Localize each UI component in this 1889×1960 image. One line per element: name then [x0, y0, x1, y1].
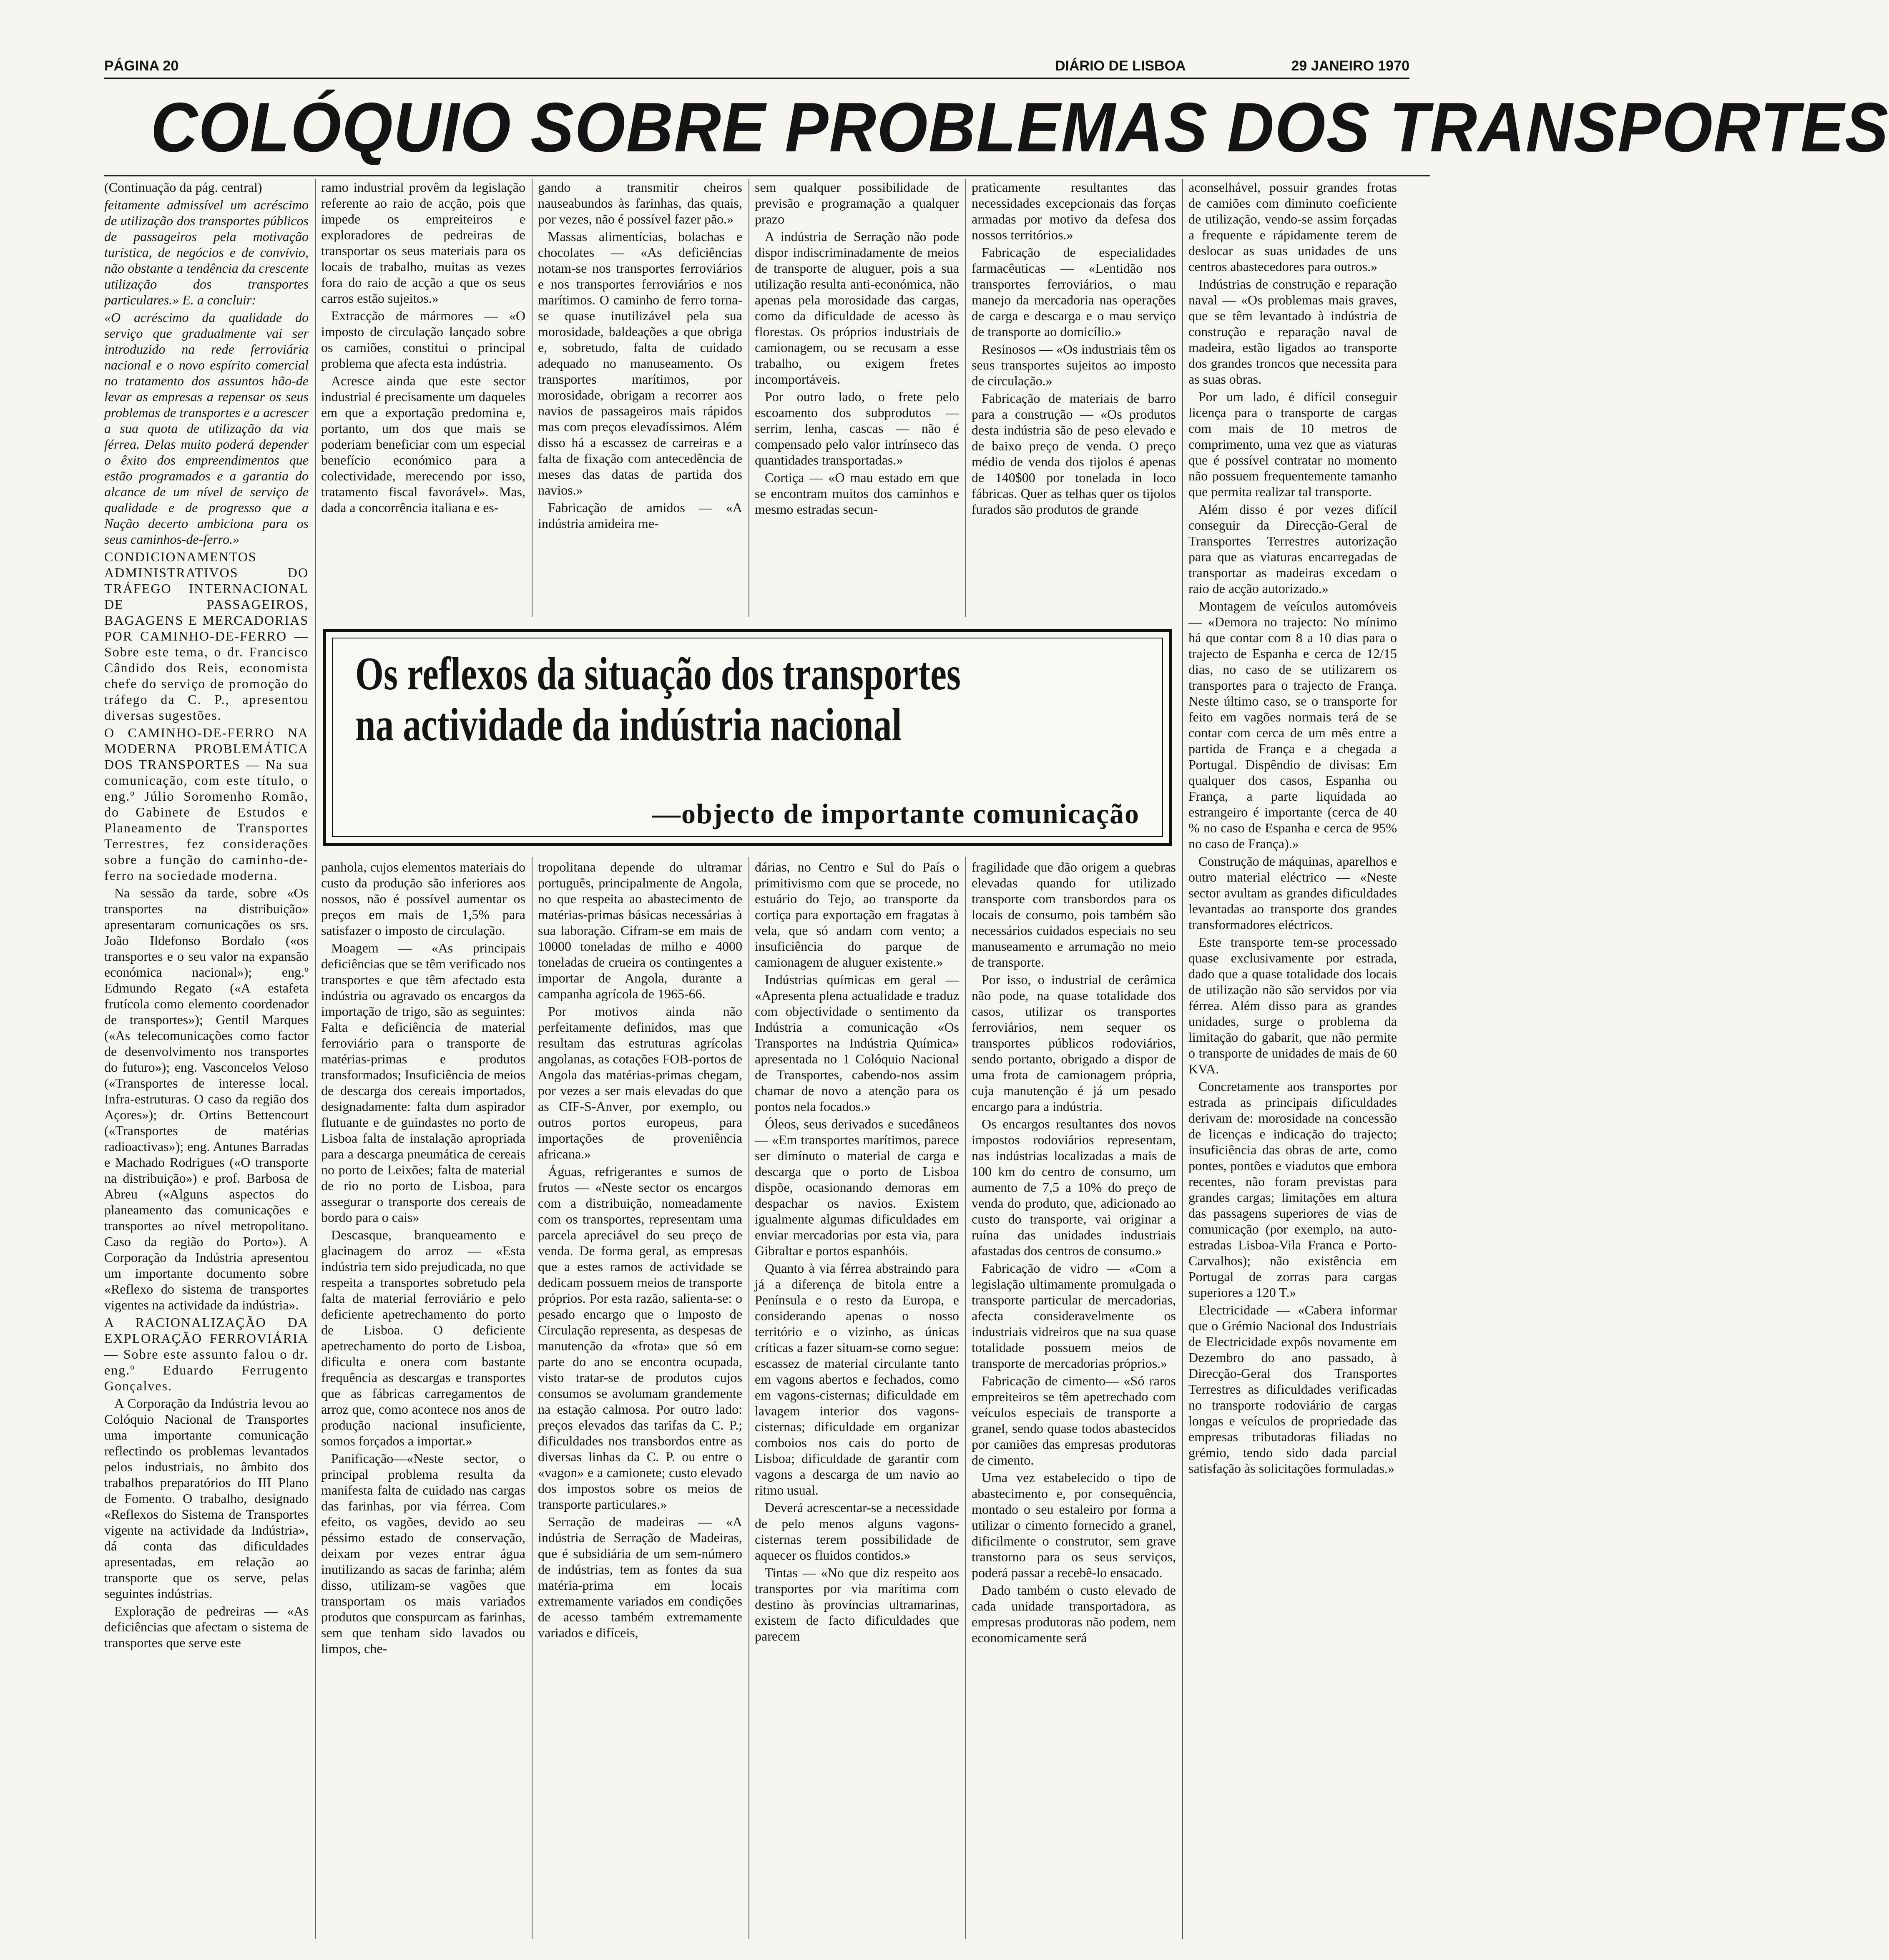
- column-divider: [315, 179, 316, 1939]
- article-paragraph: Fabricação de vidro — «Com a legislação ultimamente promulgada o transporte particular de mercadorias, afecta consideravelmente os industriais vidreiros que na sua quase totalidade possuem meios de transporte de mercadorias próprios.»: [972, 1261, 1176, 1371]
- article-paragraph: Panificação—«Neste sector, o principal problema resulta da manifesta falta de cuidado nas cargas das farinhas, por via férrea. Com efeito, os vagões, devido ao seu péssimo estado de conservação, deixam por vezes entrar água inutilizando as sacas de farinha; além disso, utilizam-se vagões que transportam os mais variados produtos que conspurcam as farinhas, sem que tenham sido lavados ou limpos, che-: [321, 1451, 525, 1656]
- article-paragraph: Montagem de veículos automóveis — «Demora no trajecto: No mínimo há que contar com 8 a 10 dias para o trajecto de Espanha e cerca de 12/15 dias, no caso de se utilizarem os transportes para o trajecto de França. Neste último caso, se o transporte for feito em vagões normais terá de se contar com cerca de um mês entre a partida de França e a chegada a Portugal. Dispêndio de divisas: Em qualquer dos casos, Espanha ou França, a parte liquidada ao estrangeiro é importante (cerca de 40 % no caso de Espanha e cerca de 95% no caso de França).»: [1188, 598, 1397, 851]
- feature-headline-line2: na actividade da indústria nacional: [355, 699, 902, 751]
- article-paragraph: Fabricação de cimento— «Só raros empreiteiros se têm apetrechado com veículos especiais de transporte a granel, sendo quase todos abastecidos por camiões das empresas produtoras de cimento.: [972, 1373, 1176, 1467]
- article-paragraph: Fabricação de especialidades farmacêuticas — «Lentidão nos transportes ferroviários, o mau manejo da mercadoria nas operações de carga e descarga e o mau serviço de transporte ao domicílio.»: [972, 245, 1176, 339]
- column-6: [1188, 179, 1397, 1939]
- article-paragraph: Resinosos — «Os industriais têm os seus transportes sujeitos ao imposto de circulação.»: [972, 342, 1176, 388]
- article-paragraph: Electricidade — «Cabera informar que o Grémio Nacional dos Industriais de Electricidade expôs novamente em Dezembro do ano passado, à Direcção-Geral dos Transportes Terrestres as dificuldades verificadas no transporte rodoviário de cargas longas e veículos de propriedade das empresas tributadoras filiadas no grémio, tendo sido dada parcial satisfação às solicitações formuladas.»: [1188, 1302, 1397, 1476]
- article-paragraph: sem qualquer possibilidade de previsão e programação a qualquer prazo: [755, 180, 959, 226]
- feature-headline: [355, 648, 961, 750]
- article-paragraph: Massas alimentícias, bolachas e chocolates — «As deficiências notam-se nos transportes ferroviários e nos transportes ferroviários e nos marítimos. O caminho de ferro torna-se quase inutilizável pela sua morosidade, baldeações a que obriga e, sobretudo, falta de cuidado adequado no manuseamento. Os transportes marítimos, por morosidade, obrigam a recorrer aos navios de passageiros mais rápidos mas com preços elevadíssimos. Além disso há a escassez de carreiras e a falta de fixação com antecedência de meses das datas de partida dos navios.»: [538, 229, 742, 498]
- column-divider: [532, 857, 533, 1939]
- article-paragraph: gando a transmitir cheiros nauseabundos às farinhas, das quais, por vezes, não é possível fazer pão.»: [538, 180, 742, 226]
- article-paragraph: Dado também o custo elevado de cada unidade transportadora, as empresas produtoras não podem, nem economicamente será: [972, 1583, 1176, 1645]
- column-divider: [965, 179, 966, 617]
- article-paragraph: ramo industrial provêm da legislação referente ao raio de acção, pois que impede os empreiteiros e exploradores de pedreiras de transportar os seus materiais para os locais de trabalho, muitas as vezes fora do raio de acção a que os seus carros estão sujeitos.»: [321, 180, 525, 306]
- article-paragraph: Moagem — «As principais deficiências que se têm verificado nos transportes e que têm afectado esta indústria ou agravado os encargos da importação de trigo, são as seguintes: Falta e deficiência de material ferroviário para o transporte de matérias-primas e produtos transformados; Insuficiência de meios de descarga dos cereais importados, designadamente: falta dum aspirador flutuante e de guindastes no porto de Lisboa falta de instalação apropriada para a descarga pneumática de cereais no porto de Leixões; falta de material de rio no porto de Lisboa, para assegurar o transporte dos cereais de bordo para o cais»: [321, 940, 525, 1225]
- column-3-top: [538, 179, 742, 613]
- article-paragraph: fragilidade que dão origem a quebras elevadas quando for utilizado transporte com transbordos para os locais de consumo, pois também são necessários cuidados especiais no seu manuseamento e arrumação no meio de transporte.: [972, 859, 1176, 970]
- article-paragraph: feitamente admissível um acréscimo de utilização dos transportes públicos de passageiros pela motivação turística, de negócios e de convívio, não obstante a tendência da crescente utilização dos transportes particulares.» E. a concluir:: [104, 197, 309, 307]
- article-paragraph: Concretamente aos transportes por estrada as principais dificuldades derivam de: morosidade na concessão de licenças e indicação do trajecto; insuficiência das obras de arte, como pontes, pontões e viadutos que embora recentes, não foram previstas para grandes cargas; limitações em altura das passagens superiores de vias de comunicação (por exemplo, na auto-estradas Lisboa-Vila Franca e Porto-Carvalhos); não existência em Portugal de zorras para cargas superiores a 120 T.»: [1188, 1079, 1397, 1300]
- article-paragraph: Por outro lado, o frete pelo escoamento dos subprodutos — serrim, lenha, cascas — não é compensado pelo valor intrínseco das quantidades transportadas.»: [755, 389, 959, 467]
- column-divider: [532, 179, 533, 617]
- column-1: [104, 179, 309, 1939]
- article-paragraph: A RACIONALIZAÇÃO DA EXPLORAÇÃO FERROVIÁRIA — Sobre este assunto falou o dr. eng.º Eduardo Ferrugento Gonçalves.: [104, 1315, 309, 1393]
- main-headline: COLÓQUIO SOBRE PROBLEMAS DOS TRANSPORTES: [151, 88, 1889, 166]
- article-paragraph: Na sessão da tarde, sobre «Os transportes na distribuição» apresentaram comunicações os srs. João Ildefonso Bordalo («os transportes e o seu valor na expansão económica nacional»); eng.º Edmundo Regato («A estafeta frutícola como elemento coordenador de transportes»); Gentil Marques («As telecomunicações como factor de desenvolvimento nos transportes do futuro»); eng. Vasconcelos Veloso («Transportes de interesse local. Infra-estruturas. O caso da região dos Açores»); dr. Ortins Bettencourt («Transportes de matérias radioactivas»); eng. Antunes Barradas e Machado Rodrigues («O transporte na distribuição») e prof. Barbosa de Abreu («Alguns aspectos do planeamento das comunicações e transportes ao nível metropolitano. Caso da região do Porto»). A Corporação da Indústria apresentou um importante documento sobre «Reflexo do sistema de transportes vigentes na actividade da indústria».: [104, 885, 309, 1312]
- article-paragraph: tropolitana depende do ultramar português, principalmente de Angola, no que respeita ao abastecimento de matérias-primas básicas necessárias à sua laboração. Cifram-se em mais de 10000 toneladas de milho e 4000 toneladas de crueira os contingentes a importar de Angola, durante a campanha agrícola de 1965-66.: [538, 859, 742, 1001]
- article-paragraph: Cortiça — «O mau estado em que se encontram muitos dos caminhos e mesmo estradas secun-: [755, 470, 959, 517]
- article-paragraph: Exploração de pedreiras — «As deficiências que afectam o sistema de transportes que serve este: [104, 1603, 309, 1650]
- article-paragraph: Serração de madeiras — «A indústria de Serração de Madeiras, que é subsidiária de um sem-número de indústrias, tem as fontes da sua matéria-prima em locais extremamente variados em condições de acesso também extremamente variados e difíceis,: [538, 1514, 742, 1640]
- article-paragraph: Fabricação de materiais de barro para a construção — «Os produtos desta indústria são de peso elevado e de baixo preço de venda. O preço médio de venda dos tijolos é apenas de 140$00 por tonelada in loco fábricas. Quer as telhas quer os tijolos furados são produtos de grande: [972, 391, 1176, 517]
- article-paragraph: Por motivos ainda não perfeitamente definidos, mas que resultam das estruturas agrícolas angolanas, as cotações FOB-portos de Angola das matérias-primas chegam, por vezes a ser mais elevadas do que as CIF-S-Anver, por exemplo, ou outros portos europeus, para importações de proveniência africana.»: [538, 1004, 742, 1161]
- article-paragraph: (Continuação da pág. central): [104, 180, 262, 195]
- article-paragraph: Além disso é por vezes difícil conseguir da Direcção-Geral de Transportes Terrestres autorização para que as viaturas encarregadas de transportar as madeiras excedam o raio de acção autorizado.»: [1188, 502, 1397, 596]
- article-paragraph: Este transporte tem-se processado quase exclusivamente por estrada, dado que a quase totalidade dos locais de utilização não são servidos por via férrea. Além disso para as grandes unidades, surge o problema da limitação do gabarit, que não permite o transporte de unidades de mais de 60 KVA.: [1188, 935, 1397, 1076]
- newspaper-name: DIÁRIO DE LISBOA: [1055, 58, 1186, 74]
- article-paragraph: Indústrias de construção e reparação naval — «Os problemas mais graves, que se têm levantado à indústria de construção e reparação naval de madeira, estão ligados ao transporte dos grandes troncos que necessita para as suas obras.: [1188, 276, 1397, 387]
- issue-date: 29 JANEIRO 1970: [1291, 58, 1409, 74]
- article-paragraph: A indústria de Serração não pode dispor indiscriminadamente de meios de transporte de aluguer, pois a sua utilização resulta anti-económica, não apenas pela morosidade das cargas, como da dificuldade de acesso às florestas. Os próprios industriais de camionagem, ou se recusam a esse trabalho, ou exigem fretes incomportáveis.: [755, 229, 959, 387]
- article-paragraph: Acresce ainda que este sector industrial é precisamente um daqueles em que a exportação predomina e, portanto, um dos que mais se poderiam beneficiar com um especial benefício económico para a colectividade, merecendo por isso, tratamento fiscal favorável». Mas, dada a concorrência italiana e es-: [321, 373, 525, 515]
- column-2-top: [321, 179, 525, 613]
- article-paragraph: Extracção de mármores — «O imposto de circulação lançado sobre os camiões, constitui o principal problema que afecta esta indústria.: [321, 308, 525, 371]
- article-paragraph: CONDICIONAMENTOS ADMINISTRATIVOS DO TRÁFEGO INTERNACIONAL DE PASSAGEIROS, BAGAGENS E MERCADORIAS POR CAMINHO-DE-FERRO — Sobre este tema, o dr. Francisco Cândido dos Reis, economista chefe do serviço de promoção do tráfego da C. P., apresentou diversas sugestões.: [104, 549, 309, 723]
- article-paragraph: praticamente resultantes das necessidades excepcionais das forças armadas por motivo da defesa dos nossos territórios.»: [972, 180, 1176, 242]
- column-3-bottom: [538, 859, 742, 1939]
- article-paragraph: Descasque, branqueamento e glacinagem do arroz — «Esta indústria tem sido prejudicada, no que respeita a transportes sobretudo pela falta de material ferroviário e pelo deficiente apetrechamento do porto de Lisboa. O deficiente apetrechamento do porto de Lisboa, dificulta e onera com bastante frequência as descargas e transportes que as fábricas carregamentos de arroz que, como acontece nos anos de produção nacional insuficiente, somos forçados a importar.»: [321, 1227, 525, 1448]
- article-paragraph: Óleos, seus derivados e sucedâneos — «Em transportes marítimos, parece ser dimínuto o material de carga e descarga que o porto de Lisboa dispõe, ocasionando demoras em despachar os navios. Existem igualmente algumas dificuldades em enviar mercadorias por esta via, para Gibraltar e portos espanhóis.: [755, 1116, 959, 1258]
- column-divider: [1182, 179, 1183, 1939]
- article-paragraph: Por isso, o industrial de cerâmica não pode, na quase totalidade dos casos, utilizar os transportes ferroviários, nem sequer os transportes públicos rodoviários, sendo portanto, obrigado a dispor de uma frota de camionagem própria, cuja manutenção é já um pesado encargo para a indústria.: [972, 972, 1176, 1114]
- headline-rule: [104, 175, 1430, 176]
- feature-subtitle: —objecto de importante comunicação: [652, 798, 1140, 829]
- article-paragraph: Construção de máquinas, aparelhos e outro material eléctrico — «Neste sector avultam as grandes dificuldades levantadas ao transporte dos grandes transformadores eléctricos.: [1188, 854, 1397, 932]
- article-paragraph: Quanto à via férrea abstraindo para já a diferença de bitola entre a Península e o resto da Europa, e considerando apenas o nosso território e o vizinho, as únicas críticas a fazer situam-se como segue: escassez de material circulante tanto em vagons abertos e fechados, como em vagons-cisternas; dificuldade em lavagem interior dos vagons-cisternas; dificuldade em organizar comboios nos cais do porto de Lisboa; dificuldade de garantir com vagons a descarga de um navio ao ritmo usual.: [755, 1261, 959, 1498]
- page-header: [104, 58, 1409, 79]
- feature-headline-box: [323, 629, 1172, 846]
- article-paragraph: O CAMINHO-DE-FERRO NA MODERNA PROBLEMÁTICA DOS TRANSPORTES — Na sua comunicação, com este título, o eng.º Júlio Soromenho Romão, do Gabinete de Estudos e Planeamento de Transportes Terrestres, fez considerações sobre a função do caminho-de-ferro na sociedade moderna.: [104, 725, 309, 883]
- page-number: PÁGINA 20: [104, 58, 179, 74]
- column-5-top: [972, 179, 1176, 613]
- article-paragraph: A Corporação da Indústria levou ao Colóquio Nacional de Transportes uma importante comunicação reflectindo os problemas levantados pelos industriais, no âmbito dos trabalhos preparatórios do III Plano de Fomento. O trabalho, designado «Reflexos do Sistema de Transportes vigente na actividade da Indústria», dá conta das dificuldades apresentadas, em relação ao transporte que os serve, pelas seguintes indústrias.: [104, 1396, 309, 1601]
- article-paragraph: Uma vez estabelecido o tipo de abastecimento e, por consequência, montado o seu estaleiro por forma a utilizar o cimento fornecido a granel, dificilmente o construtor, sem grave transtorno para os seus serviços, poderá passar a recebê-lo ensacado.: [972, 1470, 1176, 1580]
- column-4-top: [755, 179, 959, 613]
- column-4-bottom: [755, 859, 959, 1939]
- article-paragraph: Deverá acrescentar-se a necessidade de pelo menos alguns vagons-cisternas terem possibilidade de aquecer os fluidos contidos.»: [755, 1500, 959, 1563]
- article-paragraph: Indústrias químicas em geral — «Apresenta plena actualidade e traduz com objectividade o sentimento da Indústria a comunicação «Os Transportes na Indústria Química» apresentada no 1 Colóquio Nacional de Transportes, cabendo-nos assim chamar de novo a atenção para os pontos nela focados.»: [755, 972, 959, 1114]
- article-paragraph: Águas, refrigerantes e sumos de frutos — «Neste sector os encargos com a distribuição, nomeadamente com os transportes, representam uma parcela apreciável do seu preço de venda. De forma geral, as empresas que a estes ramos de actividade se dedicam possuem meios de transporte próprios. Por esta razão, salienta-se: o pesado encargo que o Imposto de Circulação representa, as despesas de manutenção da «frota» que só em parte do ano se encontra ocupada, visto tratar-se de produtos cujos consumos se avolumam grandemente na estação calmosa. Por outro lado: preços elevados das tarifas da C. P.; dificuldades nos transbordos entre as diversas linhas da C. P. ou entre o «vagon» e a camionete; custo elevado dos impostos sobre os meios de transporte particulares.»: [538, 1164, 742, 1512]
- article-paragraph: «O acréscimo da qualidade do serviço que gradualmente vai ser introduzido na rede ferroviária nacional e o novo espírito comercial no tratamento dos assuntos hão-de levar as empresas a repensar os seus problemas de transportes e a acrescer a sua quota de utilização da via férrea. Delas muito poderá depender o êxito dos empreendimentos que estão programados e a garantia do alcance de um nível de serviço de qualidade e de progresso que a Nação decerto ambiciona para os seus caminhos-de-ferro.»: [104, 310, 309, 547]
- article-paragraph: aconselhável, possuir grandes frotas de camiões com diminuto coeficiente de utilização, vendo-se assim forçadas a frequente e rápidamente terem de deslocar as suas unidades de uns centros abastecedores para outros.»: [1188, 180, 1397, 274]
- feature-headline-line1: Os reflexos da situação dos transportes: [355, 648, 961, 700]
- article-paragraph: dárias, no Centro e Sul do País o primitivismo com que se procede, no estuário do Tejo, ao transporte da cortiça para exportação em fragatas à vela, que só andam com vento; a insuficiência do parque de camionagem de aluguer existente.»: [755, 859, 959, 970]
- article-paragraph: Fabricação de amidos — «A indústria amideira me-: [538, 500, 742, 531]
- article-paragraph: panhola, cujos elementos materiais do custo da produção são inferiores aos nossos, não é possível aumentar os preços em mais de 1,5% para satisfazer o imposto de circulação.: [321, 859, 525, 938]
- column-2-bottom: [321, 859, 525, 1939]
- article-paragraph: Tintas — «No que diz respeito aos transportes por via marítima com destino às províncias ultramarinas, existem de facto dificuldades que parecem: [755, 1565, 959, 1643]
- column-5-bottom: [972, 859, 1176, 1939]
- article-paragraph: Por um lado, é difícil conseguir licença para o transporte de cargas com mais de 10 metros de comprimento, uma vez que as viaturas que é possível contratar no momento não possuem frequentemente tamanho que permita realizar tal transporte.: [1188, 389, 1397, 499]
- article-paragraph: Os encargos resultantes dos novos impostos rodoviários representam, nas indústrias localizadas a mais de 100 km do centro de consumo, um aumento de 7,5 a 10% do preço de venda do produto, que, adicionado ao custo do transporte, vai originar a ruína das unidades industriais afastadas dos centros de consumo.»: [972, 1116, 1176, 1258]
- column-divider: [965, 857, 966, 1939]
